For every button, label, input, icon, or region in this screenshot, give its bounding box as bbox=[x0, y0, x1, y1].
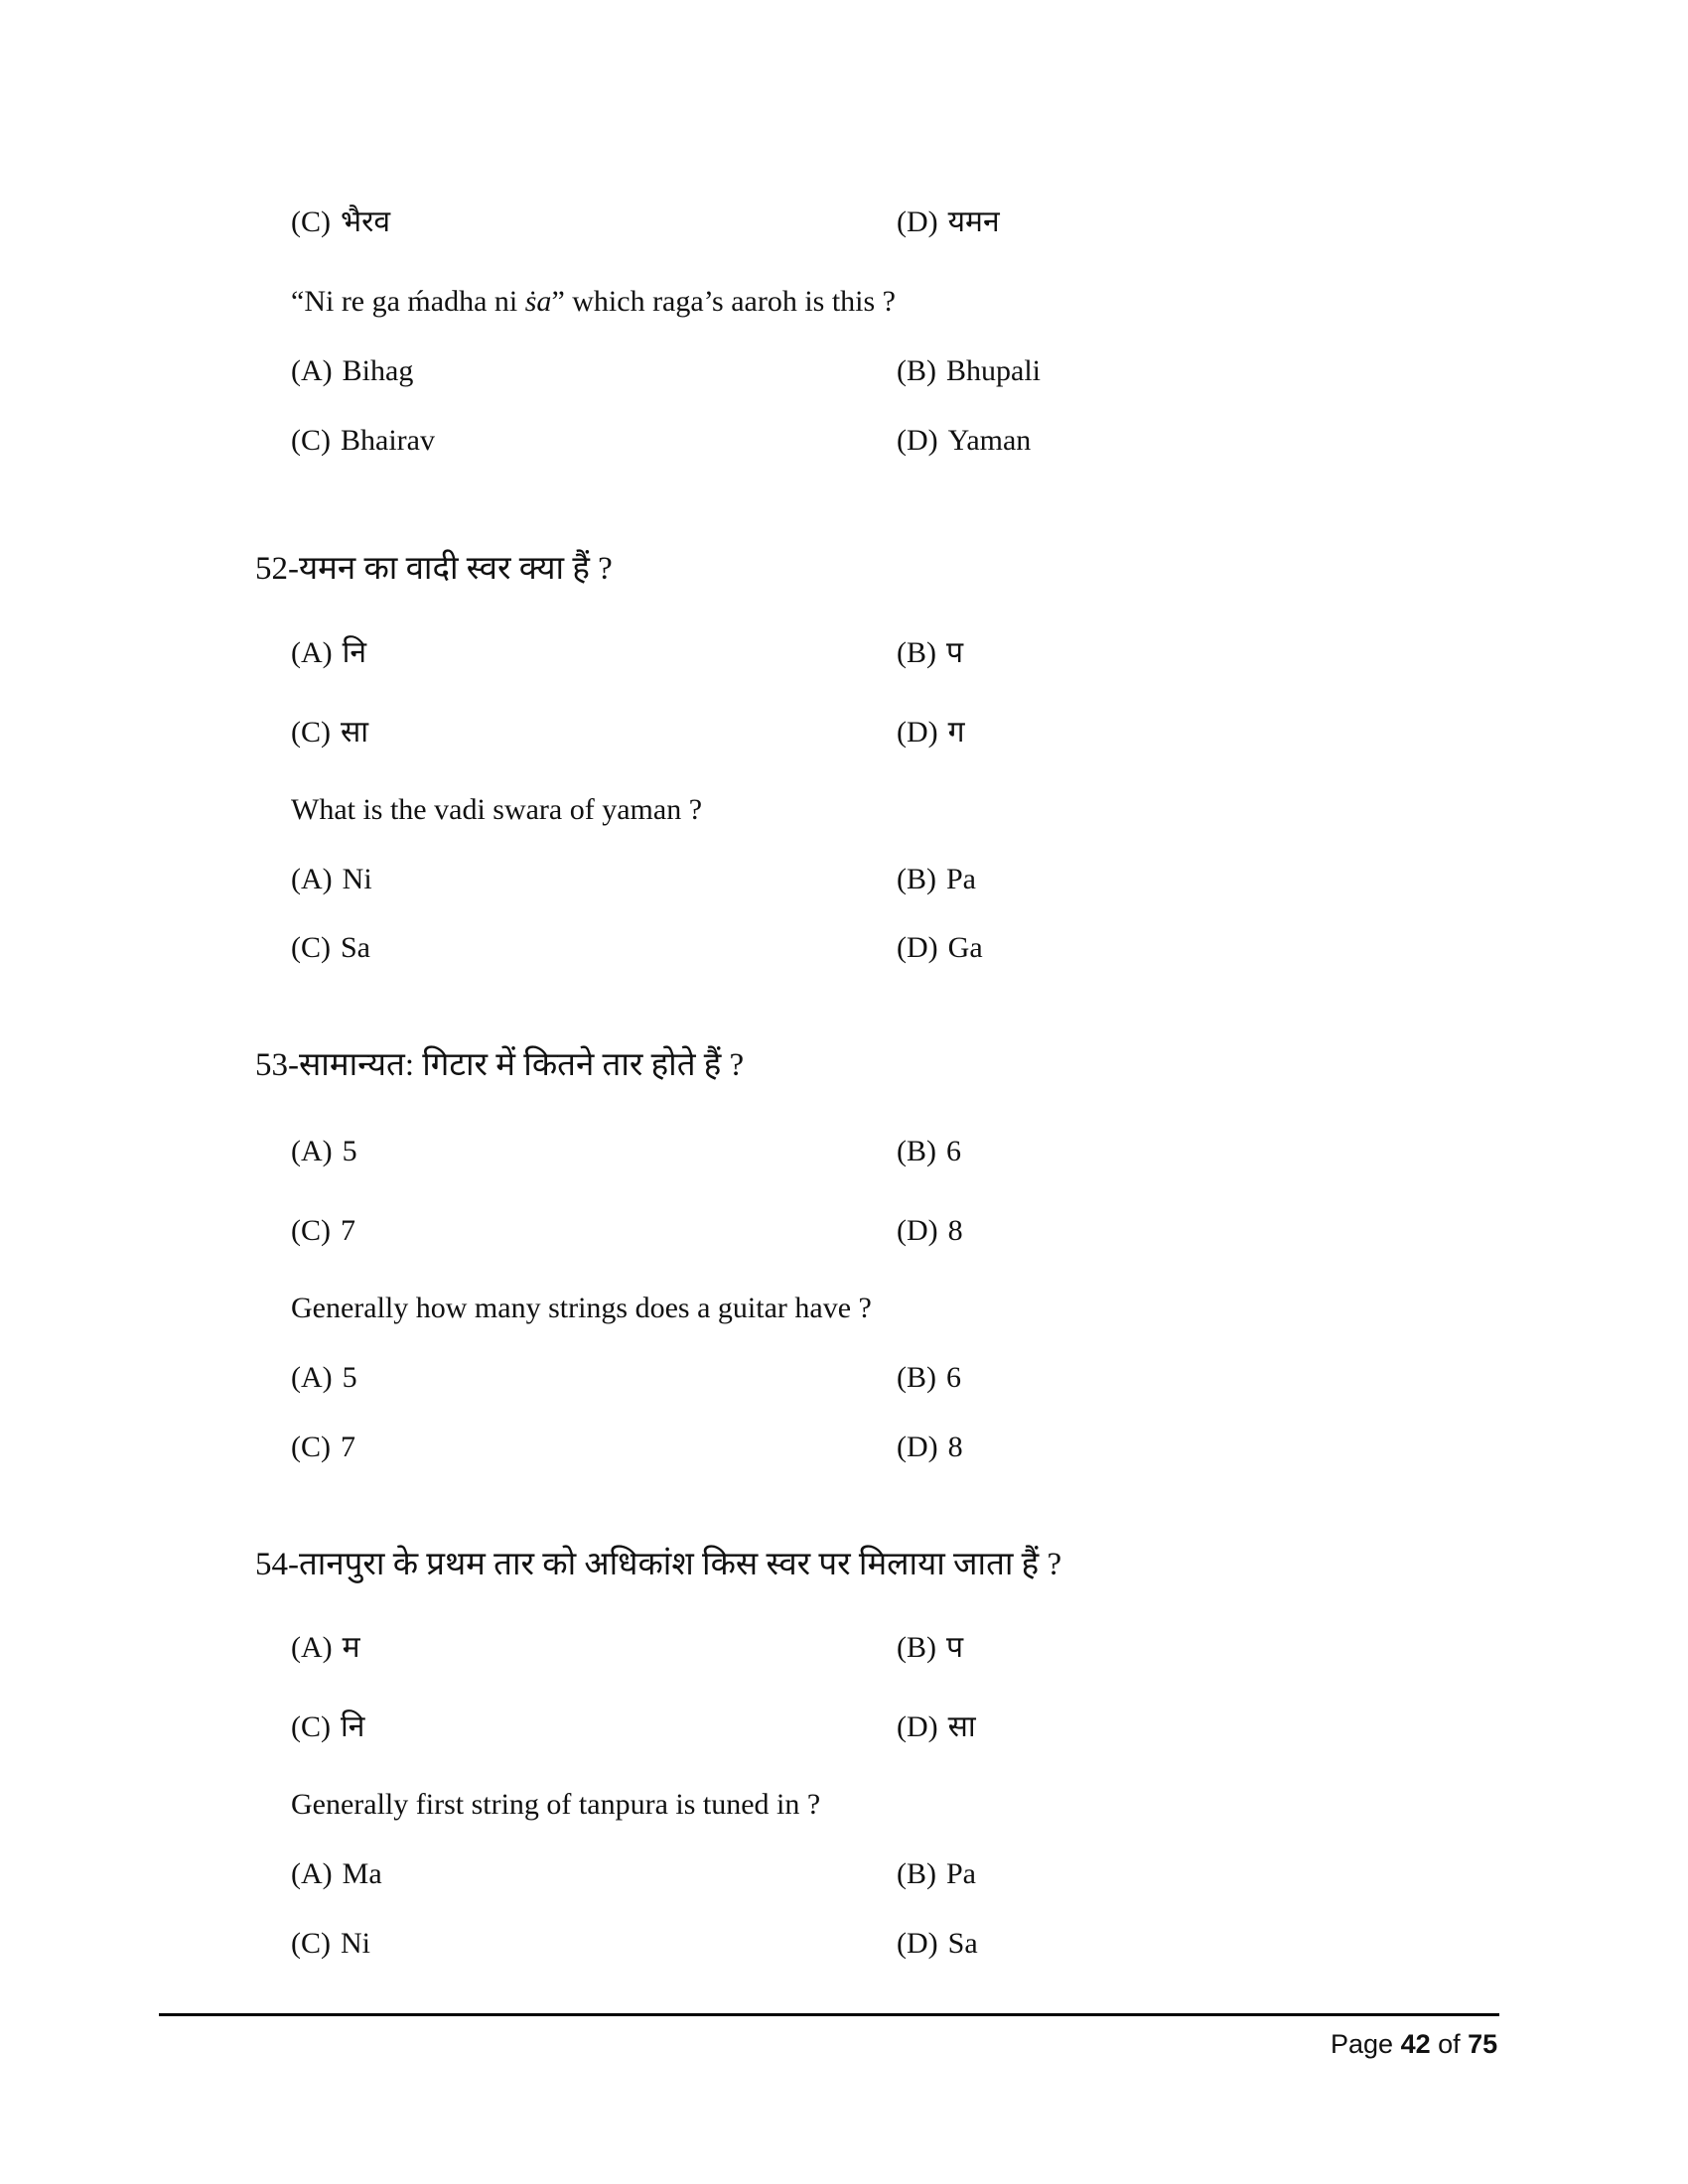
question-number: 52- bbox=[255, 551, 299, 587]
option-text: नि bbox=[341, 1710, 365, 1743]
option-text: 8 bbox=[947, 1214, 963, 1247]
option-label: (B) bbox=[897, 354, 936, 387]
option-a-hindi bbox=[291, 635, 366, 671]
question-52-english bbox=[291, 792, 702, 828]
option-label: (A) bbox=[291, 354, 333, 387]
question-number: 53- bbox=[255, 1047, 299, 1083]
option-text: यमन bbox=[947, 205, 1000, 238]
option-text: नि bbox=[342, 636, 367, 669]
page-total: 75 bbox=[1468, 2029, 1498, 2059]
option-label: (C) bbox=[291, 1710, 331, 1743]
question-54-english bbox=[291, 1787, 820, 1823]
page-number bbox=[1331, 2029, 1497, 2060]
question-text-english bbox=[291, 284, 896, 320]
option-b-english bbox=[897, 1856, 976, 1892]
question-53-english bbox=[291, 1291, 872, 1326]
option-text: सा bbox=[947, 1710, 976, 1743]
option-text: Ni bbox=[342, 863, 372, 895]
option-label: (A) bbox=[291, 1135, 333, 1167]
option-text: Pa bbox=[946, 1857, 976, 1890]
option-text: 8 bbox=[947, 1431, 963, 1463]
option-d-english bbox=[897, 930, 983, 966]
option-d-hindi bbox=[897, 1709, 976, 1745]
question-text-english: Generally first string of tanpura is tuned in ? bbox=[291, 1788, 821, 1821]
option-label: (D) bbox=[897, 1214, 938, 1247]
option-text: Sa bbox=[341, 931, 370, 964]
option-text: म bbox=[342, 1631, 360, 1664]
option-a-hindi bbox=[291, 1134, 357, 1169]
option-text: ग bbox=[947, 716, 965, 749]
question-text-english: Generally how many strings does a guitar have ? bbox=[291, 1292, 872, 1324]
question-text-italic: ṡa bbox=[524, 285, 552, 318]
option-label: (D) bbox=[897, 1710, 938, 1743]
question-text-part: ” which raga’s aaroh is this ? bbox=[551, 285, 896, 318]
option-label: (B) bbox=[897, 1361, 936, 1394]
option-text: 7 bbox=[341, 1214, 355, 1247]
option-d-hindi bbox=[897, 715, 965, 751]
option-label: (C) bbox=[291, 205, 331, 238]
option-a-english bbox=[291, 353, 413, 389]
option-label: (C) bbox=[291, 1214, 331, 1247]
option-label: (D) bbox=[897, 424, 938, 457]
option-b-hindi bbox=[897, 1134, 961, 1169]
option-label: (A) bbox=[291, 1361, 333, 1394]
option-text: Bhupali bbox=[946, 354, 1041, 387]
option-a-hindi bbox=[291, 1630, 360, 1666]
option-text: 5 bbox=[342, 1135, 357, 1167]
option-c-english bbox=[291, 1430, 355, 1465]
option-label: (B) bbox=[897, 1135, 936, 1167]
option-text: Ni bbox=[341, 1927, 370, 1960]
option-text: Pa bbox=[946, 863, 976, 895]
option-d-english bbox=[897, 1926, 978, 1962]
option-text: प bbox=[946, 1631, 964, 1664]
option-label: (C) bbox=[291, 1927, 331, 1960]
question-text-hindi: सामान्यत: गिटार में कितने तार होते हैं ? bbox=[299, 1047, 745, 1083]
option-label: (C) bbox=[291, 931, 331, 964]
option-text: भैरव bbox=[341, 205, 391, 238]
option-c-hindi bbox=[291, 1213, 355, 1249]
page-of: of bbox=[1430, 2029, 1469, 2059]
option-text: Ma bbox=[342, 1857, 382, 1890]
option-text: Ga bbox=[947, 931, 983, 964]
question-text-part: “Ni re ga ḿadha ni bbox=[291, 285, 525, 318]
option-text: Bhairav bbox=[341, 424, 435, 457]
option-label: (B) bbox=[897, 636, 936, 669]
question-53-hindi bbox=[255, 1047, 744, 1083]
option-label: (B) bbox=[897, 1631, 936, 1664]
option-a-english bbox=[291, 1360, 357, 1396]
option-label: (C) bbox=[291, 1431, 331, 1463]
option-c-hindi bbox=[291, 1709, 364, 1745]
option-b-english bbox=[897, 353, 1041, 389]
option-a-english bbox=[291, 862, 372, 897]
option-label: (A) bbox=[291, 1857, 333, 1890]
option-b-hindi bbox=[897, 635, 963, 671]
option-label: (D) bbox=[897, 1431, 938, 1463]
option-text: 5 bbox=[342, 1361, 357, 1394]
question-54-hindi bbox=[255, 1547, 1061, 1582]
question-number: 54- bbox=[255, 1547, 299, 1582]
option-d-hindi bbox=[897, 205, 1000, 240]
option-label: (C) bbox=[291, 424, 331, 457]
option-c-english bbox=[291, 423, 435, 459]
footer-divider bbox=[159, 2013, 1499, 2016]
option-label: (A) bbox=[291, 863, 333, 895]
option-c-hindi bbox=[291, 715, 368, 751]
option-label: (D) bbox=[897, 931, 938, 964]
question-text-hindi: यमन का वादी स्वर क्या हैं ? bbox=[299, 551, 613, 587]
option-label: (A) bbox=[291, 636, 333, 669]
option-d-english bbox=[897, 423, 1031, 459]
option-b-hindi bbox=[897, 1630, 963, 1666]
option-a-english bbox=[291, 1856, 382, 1892]
option-d-english bbox=[897, 1430, 963, 1465]
option-label: (B) bbox=[897, 1857, 936, 1890]
option-label: (D) bbox=[897, 205, 938, 238]
page-prefix: Page bbox=[1331, 2029, 1401, 2059]
option-label: (A) bbox=[291, 1631, 333, 1664]
option-d-hindi bbox=[897, 1213, 963, 1249]
option-text: 7 bbox=[341, 1431, 355, 1463]
option-label: (D) bbox=[897, 1927, 938, 1960]
option-c-english bbox=[291, 1926, 370, 1962]
option-c-hindi bbox=[291, 205, 390, 240]
option-text: सा bbox=[341, 716, 369, 749]
option-text: Sa bbox=[947, 1927, 978, 1960]
option-label: (B) bbox=[897, 863, 936, 895]
question-text-english: What is the vadi swara of yaman ? bbox=[291, 793, 703, 826]
page-current: 42 bbox=[1400, 2029, 1431, 2059]
option-c-english bbox=[291, 930, 370, 966]
question-52-hindi bbox=[255, 551, 613, 587]
option-label: (C) bbox=[291, 716, 331, 749]
option-b-english bbox=[897, 1360, 961, 1396]
option-text: 6 bbox=[946, 1135, 961, 1167]
option-text: Bihag bbox=[342, 354, 414, 387]
option-text: Yaman bbox=[947, 424, 1032, 457]
option-text: 6 bbox=[946, 1361, 961, 1394]
option-text: प bbox=[946, 636, 964, 669]
option-b-english bbox=[897, 862, 976, 897]
question-text-hindi: तानपुरा के प्रथम तार को अधिकांश किस स्वर पर मिलाया जाता हैं ? bbox=[299, 1547, 1062, 1582]
option-label: (D) bbox=[897, 716, 938, 749]
